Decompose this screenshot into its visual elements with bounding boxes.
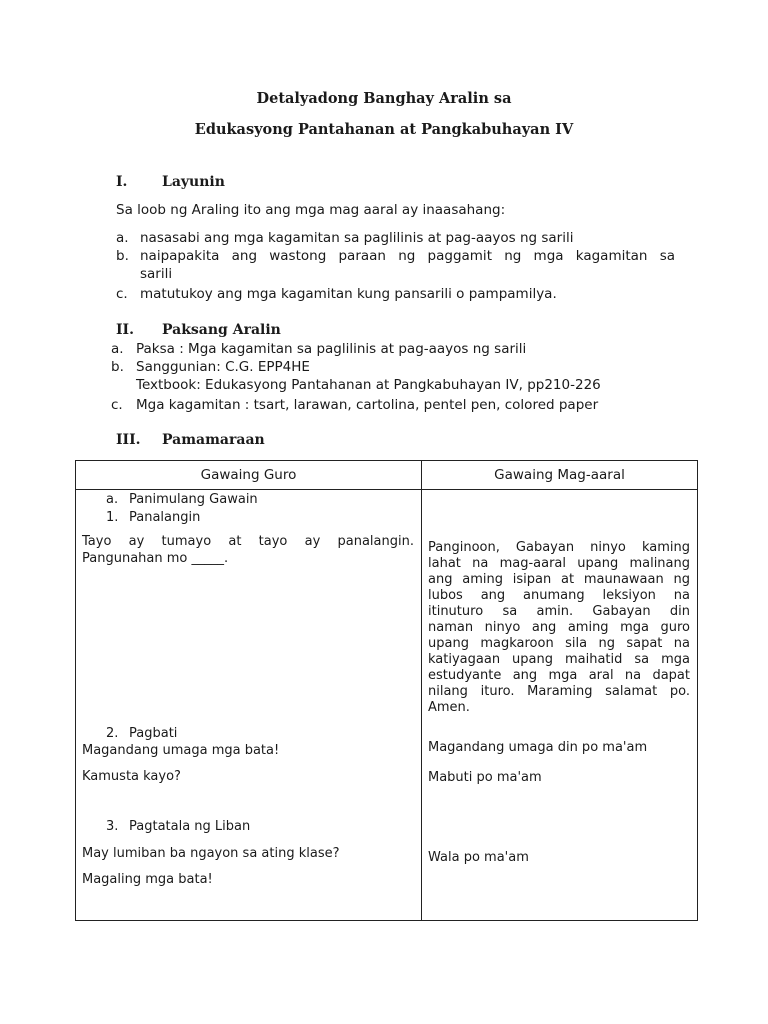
magaaral-prayer-line: Amen. — [428, 700, 470, 715]
column-header-magaaral: Gawaing Mag-aaral — [422, 461, 698, 490]
section2-item-a-mark: a. — [111, 341, 124, 357]
section1-item-a: nasasabi ang mga kagamitan sa paglilinis at pag-aayos ng sarili — [140, 230, 574, 246]
guro-magaling: Magaling mga bata! — [82, 872, 213, 887]
section1-item-c-mark: c. — [116, 286, 128, 302]
magaaral-prayer-line: lubos ang anumang leksiyon na — [428, 588, 690, 603]
guro-prayer-line2: Pangunahan mo _____. — [82, 551, 229, 566]
guro-n2-mark: 2. — [106, 726, 119, 741]
lesson-procedure-table — [75, 460, 698, 921]
guro-prayer-line1: Tayo ay tumayo at tayo ay panalangin. — [82, 534, 414, 549]
section2-item-c-mark: c. — [111, 397, 123, 413]
section2-item-b-mark: b. — [111, 359, 124, 375]
magaaral-prayer-line: lahat na mag-aaral upang malinang — [428, 556, 690, 571]
section1-title: Layunin — [162, 174, 225, 190]
section2-item-c: Mga kagamitan : tsart, larawan, cartolina, pentel pen, colored paper — [136, 397, 599, 413]
magaaral-kamusta-reply: Mabuti po ma'am — [428, 770, 542, 785]
section1-item-b: naipapakita ang wastong paraan ng paggamit ng mga kagamitan sa — [140, 248, 675, 264]
guro-kamusta: Kamusta kayo? — [82, 769, 181, 784]
section2-item-b-cont: Textbook: Edukasyong Pantahanan at Pangkabuhayan IV, pp210-226 — [136, 377, 601, 393]
guro-a-mark: a. — [106, 492, 119, 507]
guro-a-text: Panimulang Gawain — [129, 492, 258, 507]
section3-number: III. — [116, 432, 141, 448]
magaaral-prayer-line: katiyagaan upang maihatid sa mga — [428, 652, 690, 667]
guro-column — [76, 490, 422, 921]
section1-item-c: matutukoy ang mga kagamitan kung pansarili o pampamilya. — [140, 286, 557, 302]
magaaral-liban-reply: Wala po ma'am — [428, 850, 529, 865]
guro-n2-text: Pagbati — [129, 726, 178, 741]
section3-title: Pamamaraan — [162, 432, 265, 448]
section1-intro: Sa loob ng Araling ito ang mga mag aaral ay inaasahang: — [116, 202, 506, 218]
section2-number: II. — [116, 322, 134, 338]
magaaral-greet-reply: Magandang umaga din po ma'am — [428, 740, 648, 755]
guro-liban: May lumiban ba ngayon sa ating klase? — [82, 846, 340, 861]
section1-item-b-cont: sarili — [140, 266, 173, 282]
guro-n3-text: Pagtatala ng Liban — [129, 819, 251, 834]
column-header-guro: Gawaing Guro — [76, 461, 422, 490]
guro-n1-text: Panalangin — [129, 510, 201, 525]
magaaral-prayer-line: naman ninyo ang aming mga guro — [428, 620, 690, 635]
section1-item-b-mark: b. — [116, 248, 129, 264]
document-title-line1: Detalyadong Banghay Aralin sa — [256, 90, 512, 107]
guro-greet: Magandang umaga mga bata! — [82, 743, 280, 758]
magaaral-prayer-line: estudyante ang mga aral na dapat — [428, 668, 690, 683]
section2-item-b: Sanggunian: C.G. EPP4HE — [136, 359, 310, 375]
document-title-line2: Edukasyong Pantahanan at Pangkabuhayan IV — [194, 121, 574, 138]
magaaral-prayer-line: ang aming isipan at maunawaan ng — [428, 572, 690, 587]
section1-item-a-mark: a. — [116, 230, 129, 246]
magaaral-column — [422, 490, 698, 921]
magaaral-prayer-line: upang magkaroon sila ng sapat na — [428, 636, 690, 651]
guro-n1-mark: 1. — [106, 510, 119, 525]
magaaral-prayer-line: nilang ituro. Maraming salamat po. — [428, 684, 690, 699]
magaaral-prayer-line: itinuturo sa amin. Gabayan din — [428, 604, 690, 619]
section1-number: I. — [116, 174, 128, 190]
section2-item-a: Paksa : Mga kagamitan sa paglilinis at pag-aayos ng sarili — [136, 341, 527, 357]
guro-n3-mark: 3. — [106, 819, 119, 834]
magaaral-prayer-line: Panginoon, Gabayan ninyo kaming — [428, 540, 690, 555]
section2-title: Paksang Aralin — [162, 322, 281, 338]
